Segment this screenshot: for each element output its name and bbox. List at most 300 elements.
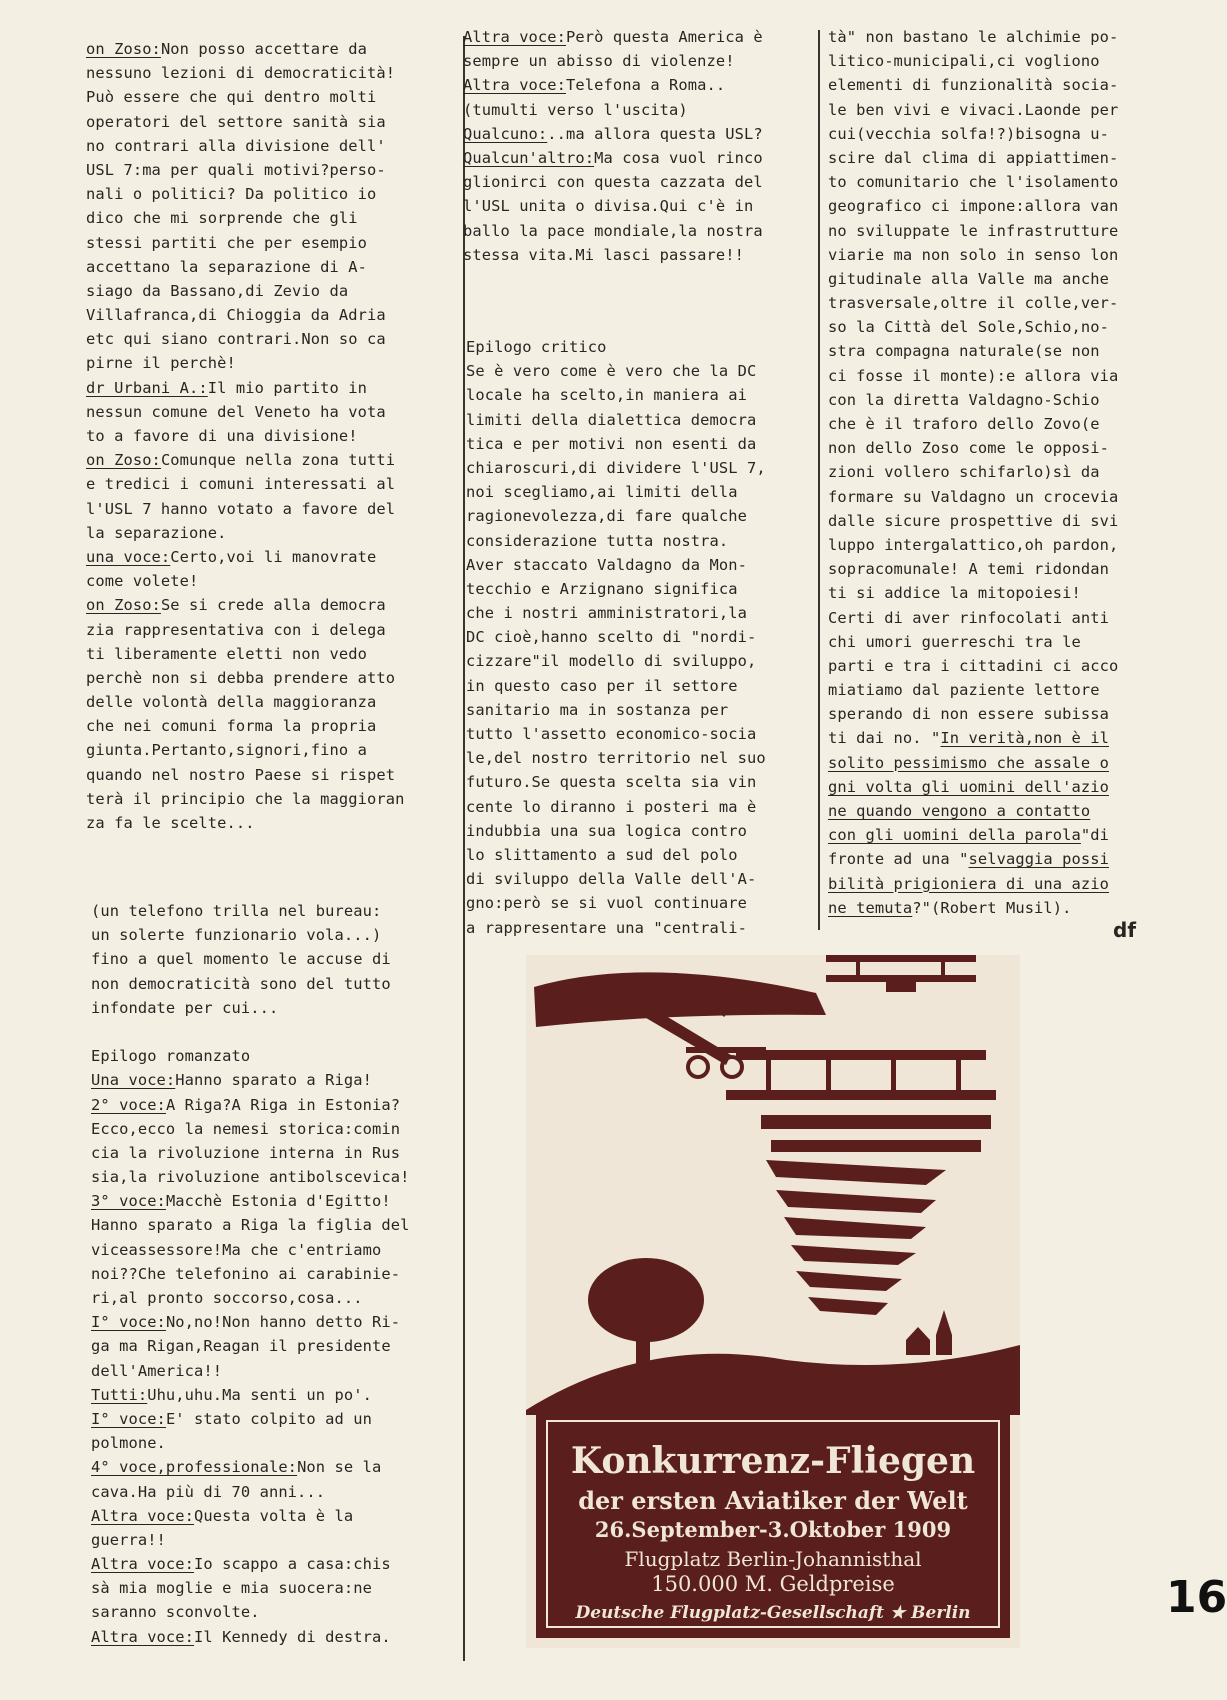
text-run: scire dal clima di appiattimen- bbox=[828, 148, 1119, 167]
text-line bbox=[91, 1189, 409, 1213]
column-1-dialogue bbox=[86, 37, 404, 835]
text-line bbox=[91, 1068, 409, 1092]
text-run: gno:però se si vuol continuare bbox=[466, 894, 747, 913]
text-run: futuro.Se questa scelta sia vin bbox=[466, 773, 757, 792]
text-run: ballo la pace mondiale,la nostra bbox=[463, 221, 763, 240]
text-line bbox=[86, 206, 404, 230]
text-line bbox=[828, 485, 1118, 509]
text-run: le ben vivi e vivaci.Laonde per bbox=[828, 100, 1119, 119]
text-line bbox=[86, 787, 404, 811]
text-line bbox=[828, 98, 1118, 122]
text-run: Certi di aver rinfocolati anti bbox=[828, 608, 1109, 627]
text-line bbox=[828, 339, 1118, 363]
speaker-or-quote: Tutti: bbox=[91, 1385, 148, 1404]
text-line bbox=[86, 85, 404, 109]
text-line bbox=[466, 529, 766, 553]
text-run: Uhu,uhu.Ma senti un po'. bbox=[147, 1385, 372, 1404]
speaker-or-quote: on Zoso: bbox=[86, 451, 161, 470]
text-line bbox=[828, 388, 1118, 412]
text-line bbox=[86, 521, 404, 545]
text-run: locale ha scelto,in maniera ai bbox=[466, 386, 747, 405]
text-run: sà mia moglie e mia suocera:ne bbox=[91, 1579, 372, 1598]
text-run: un solerte funzionario vola...) bbox=[91, 926, 382, 945]
text-run: gitudinale alla Valle ma anche bbox=[828, 269, 1109, 288]
speaker-or-quote: bilità prigioniera di una azio bbox=[828, 874, 1109, 893]
text-run: etc qui siano contrari.Non so ca bbox=[86, 330, 386, 349]
speaker-or-quote: dr Urbani A.: bbox=[86, 378, 208, 397]
text-run: Telefona a Roma.. bbox=[566, 76, 726, 95]
text-run: perchè non si debba prendere atto bbox=[86, 668, 396, 687]
text-line bbox=[91, 1625, 409, 1649]
speaker-or-quote: Qualcuno: bbox=[463, 124, 548, 143]
text-line bbox=[86, 255, 404, 279]
text-run: zioni vollero schifarlo)sì da bbox=[828, 463, 1100, 482]
text-line bbox=[91, 1600, 409, 1624]
text-line bbox=[828, 146, 1118, 170]
text-line bbox=[466, 891, 766, 915]
text-line bbox=[91, 899, 409, 923]
text-line bbox=[466, 577, 766, 601]
text-run: di sviluppo della Valle dell'A- bbox=[466, 870, 757, 889]
poster-title: Konkurrenz-Fliegen bbox=[570, 1440, 976, 1482]
text-line bbox=[463, 25, 763, 49]
text-line bbox=[463, 194, 763, 218]
text-run: A Riga?A Riga in Estonia? bbox=[165, 1095, 401, 1114]
text-run: cia la rivoluzione interna in Rus bbox=[91, 1143, 401, 1162]
text-line bbox=[91, 1238, 409, 1262]
page-number: 16 bbox=[1166, 1572, 1227, 1623]
text-run: glionirci con questa cazzata del bbox=[463, 173, 763, 192]
poster-illustration bbox=[526, 955, 1020, 1415]
text-run: ci fosse il monte):e allora via bbox=[828, 366, 1119, 385]
text-line bbox=[828, 25, 1118, 49]
text-line bbox=[828, 630, 1118, 654]
text-run: viarie ma non solo in senso lon bbox=[828, 245, 1119, 264]
text-run: saranno sconvolte. bbox=[91, 1603, 260, 1622]
text-line bbox=[86, 811, 404, 835]
text-run: polmone. bbox=[91, 1434, 166, 1453]
speaker-or-quote: Una voce: bbox=[91, 1071, 176, 1090]
text-line bbox=[466, 722, 766, 746]
speaker-or-quote: I° voce: bbox=[91, 1313, 166, 1332]
text-run: stra compagna naturale(se non bbox=[828, 342, 1100, 361]
text-run: non democraticità sono del tutto bbox=[91, 974, 391, 993]
text-line bbox=[91, 1262, 409, 1286]
text-run: ragionevolezza,di fare qualche bbox=[466, 507, 747, 526]
text-run: to a favore di una divisione! bbox=[86, 427, 358, 445]
text-line bbox=[466, 432, 766, 456]
column-3-text bbox=[828, 25, 1118, 920]
text-line bbox=[828, 170, 1118, 194]
text-run: nessun comune del Veneto ha vota bbox=[86, 402, 386, 421]
text-line bbox=[828, 654, 1118, 678]
text-run: che nei comuni forma la propria bbox=[86, 717, 377, 736]
text-run: quando nel nostro Paese si rispet bbox=[86, 765, 396, 784]
poster-title-panel bbox=[536, 1410, 1010, 1638]
text-line bbox=[91, 1431, 409, 1455]
text-line bbox=[828, 557, 1118, 581]
text-line bbox=[91, 1020, 409, 1044]
text-line bbox=[466, 383, 766, 407]
speaker-or-quote: una voce: bbox=[86, 547, 171, 566]
text-run: che è il traforo dello Zovo(e bbox=[828, 415, 1100, 433]
author-initials: df bbox=[1113, 918, 1137, 942]
text-run: Ecco,ecco la nemesi storica:comin bbox=[91, 1119, 401, 1138]
text-run: chi umori guerreschi tra le bbox=[828, 632, 1081, 651]
text-line bbox=[86, 351, 404, 375]
text-run: USL 7:ma per quali motivi?perso- bbox=[86, 160, 386, 179]
text-run: la separazione. bbox=[86, 523, 227, 542]
text-line bbox=[828, 436, 1118, 460]
text-run: siago da Bassano,di Zevio da bbox=[86, 281, 349, 300]
text-run: infondate per cui... bbox=[91, 998, 279, 1017]
text-run: l'USL 7 hanno votato a favore del bbox=[86, 499, 396, 518]
text-run: zia rappresentativa con i delega bbox=[86, 620, 386, 639]
text-line bbox=[466, 480, 766, 504]
text-line bbox=[466, 553, 766, 577]
text-run: Se è vero come è vero che la DC bbox=[466, 362, 757, 381]
text-run: limiti della dialettica democra bbox=[466, 410, 757, 429]
text-line bbox=[86, 303, 404, 327]
text-line bbox=[91, 1286, 409, 1310]
text-line bbox=[86, 714, 404, 738]
text-line bbox=[86, 327, 404, 351]
text-line bbox=[86, 666, 404, 690]
speaker-or-quote: solito pessimismo che assale o bbox=[828, 753, 1109, 772]
text-line bbox=[86, 61, 404, 85]
text-line bbox=[463, 73, 763, 97]
hill-shape bbox=[526, 1345, 1020, 1415]
text-line bbox=[466, 408, 766, 432]
text-line bbox=[463, 146, 763, 170]
text-run: ti si addice la mitopoiesi! bbox=[828, 584, 1081, 603]
poster-prize: 150.000 M. Geldpreise bbox=[651, 1572, 895, 1596]
text-run: fronte ad una " bbox=[828, 850, 969, 869]
text-line bbox=[91, 1455, 409, 1479]
text-line bbox=[86, 158, 404, 182]
text-run: sanitario ma in sostanza per bbox=[466, 700, 729, 719]
text-line bbox=[91, 996, 409, 1020]
text-run: ti dai no. " bbox=[828, 729, 941, 748]
text-line bbox=[86, 763, 404, 787]
text-run: tutto l'assetto economico-socia bbox=[466, 725, 757, 743]
text-run: fino a quel momento le accuse di bbox=[91, 950, 391, 969]
text-line bbox=[86, 497, 404, 521]
text-line bbox=[463, 98, 763, 122]
text-run: to comunitario che l'isolamento bbox=[828, 173, 1119, 192]
speaker-or-quote: 2° voce: bbox=[91, 1095, 166, 1114]
text-run: Io scappo a casa:chis bbox=[194, 1555, 391, 1574]
text-line bbox=[91, 1359, 409, 1383]
speaker-or-quote: con gli uomini della parola bbox=[828, 826, 1081, 845]
text-line bbox=[828, 315, 1118, 339]
text-line bbox=[466, 746, 766, 770]
text-line bbox=[828, 509, 1118, 533]
text-line bbox=[828, 219, 1118, 243]
text-line bbox=[86, 424, 404, 448]
text-line bbox=[828, 194, 1118, 218]
text-line bbox=[91, 1480, 409, 1504]
text-line bbox=[466, 795, 766, 819]
text-run: Comunque nella zona tutti bbox=[160, 451, 396, 470]
text-run: so la Città del Sole,Schio,no- bbox=[828, 318, 1109, 337]
text-line bbox=[466, 335, 766, 359]
text-run: Epilogo romanzato bbox=[91, 1047, 251, 1066]
text-run: non dello Zoso come le opposi- bbox=[828, 439, 1109, 458]
text-run: E' stato colpito ad un bbox=[165, 1409, 372, 1428]
text-line bbox=[91, 1334, 409, 1358]
text-run: nali o politici? Da politico io bbox=[86, 185, 377, 204]
text-run: lo slittamento a sud del polo bbox=[466, 845, 738, 864]
text-run: Non se la bbox=[297, 1458, 382, 1477]
aviation-poster bbox=[526, 955, 1020, 1648]
speaker-or-quote: Altra voce: bbox=[91, 1627, 195, 1646]
text-run: no contrari alla divisione dell' bbox=[86, 136, 386, 155]
text-line bbox=[91, 1093, 409, 1117]
text-line bbox=[466, 359, 766, 383]
text-line bbox=[91, 972, 409, 996]
text-line bbox=[91, 1576, 409, 1600]
text-line bbox=[466, 504, 766, 528]
text-line bbox=[86, 279, 404, 303]
text-run: Però questa America è bbox=[566, 28, 763, 46]
text-run: l'USL unita o divisa.Qui c'è in bbox=[463, 197, 754, 216]
text-run: ..ma allora questa USL? bbox=[547, 124, 763, 143]
text-run: tecchio e Arzignano significa bbox=[466, 579, 738, 598]
text-run: terà il principio che la maggioran bbox=[86, 789, 405, 808]
text-run: Aver staccato Valdagno da Mon- bbox=[466, 555, 747, 574]
speaker-or-quote: on Zoso: bbox=[86, 596, 161, 615]
text-line bbox=[463, 170, 763, 194]
speaker-or-quote: ne quando vengono a contatto bbox=[828, 802, 1091, 820]
text-run: cizzare"il modello di sviluppo, bbox=[466, 652, 757, 671]
text-run: DC cioè,hanno scelto di "nordi- bbox=[466, 628, 757, 647]
column-2-epilogue-critico bbox=[466, 335, 766, 940]
column-2-dialogue bbox=[463, 25, 763, 267]
text-run: che i nostri amministratori,la bbox=[466, 604, 747, 623]
text-run: tà" non bastano le alchimie po- bbox=[828, 28, 1119, 46]
text-run: Hanno sparato a Riga la figlia del bbox=[91, 1216, 410, 1235]
text-line bbox=[828, 581, 1118, 605]
text-line bbox=[91, 1044, 409, 1068]
text-line bbox=[828, 412, 1118, 436]
text-run: accettano la separazione di A- bbox=[86, 257, 367, 276]
text-run: sperando di non essere subissa bbox=[828, 705, 1109, 724]
speaker-or-quote: In verità,non è il bbox=[940, 729, 1109, 748]
text-run: tica e per motivi non esenti da bbox=[466, 434, 757, 453]
text-line bbox=[828, 73, 1118, 97]
text-run: noi scegliamo,ai limiti della bbox=[466, 483, 738, 502]
biplane-large bbox=[736, 1050, 986, 1060]
text-line bbox=[466, 601, 766, 625]
text-line bbox=[466, 843, 766, 867]
biplane-small bbox=[826, 955, 976, 962]
text-line bbox=[466, 625, 766, 649]
text-run: parti e tra i cittadini ci acco bbox=[828, 656, 1119, 675]
text-line bbox=[86, 182, 404, 206]
text-run: miatiamo dal paziente lettore bbox=[828, 681, 1100, 700]
column-divider-1 bbox=[463, 36, 465, 1661]
text-run: viceassessore!Ma che c'entriamo bbox=[91, 1240, 382, 1259]
text-run: considerazione tutta nostra. bbox=[466, 531, 729, 550]
text-line bbox=[828, 606, 1118, 630]
text-line bbox=[828, 751, 1118, 775]
text-run: le,del nostro territorio nel suo bbox=[466, 749, 766, 768]
text-run: (tumulti verso l'uscita) bbox=[463, 100, 688, 119]
poster-subtitle: der ersten Aviatiker der Welt bbox=[578, 1486, 968, 1515]
text-line bbox=[828, 122, 1118, 146]
text-line bbox=[828, 460, 1118, 484]
text-run: formare su Valdagno un crocevia bbox=[828, 487, 1119, 506]
text-line bbox=[466, 456, 766, 480]
speaker-or-quote: Altra voce: bbox=[91, 1555, 195, 1574]
speaker-or-quote: Qualcun'altro: bbox=[463, 148, 595, 167]
text-run: con la diretta Valdagno-Schio bbox=[828, 390, 1100, 409]
text-run: Il Kennedy di destra. bbox=[194, 1627, 391, 1646]
text-line bbox=[466, 819, 766, 843]
text-run: guerra!! bbox=[91, 1530, 166, 1549]
speaker-or-quote: Altra voce: bbox=[463, 28, 567, 46]
text-line bbox=[91, 1552, 409, 1576]
text-line bbox=[828, 678, 1118, 702]
speaker-or-quote: 4° voce,professionale: bbox=[91, 1458, 298, 1477]
text-run: chiaroscuri,di dividere l'USL 7, bbox=[466, 458, 766, 477]
text-line bbox=[86, 448, 404, 472]
speaker-or-quote: ne temuta bbox=[828, 898, 913, 917]
text-run: Epilogo critico bbox=[466, 338, 607, 356]
text-run: Ma cosa vuol rinco bbox=[594, 148, 763, 167]
text-run: (un telefono trilla nel bureau: bbox=[91, 902, 382, 920]
text-run: in questo caso per il settore bbox=[466, 676, 738, 695]
speaker-or-quote: 3° voce: bbox=[91, 1192, 166, 1211]
text-line bbox=[86, 376, 404, 400]
text-line bbox=[91, 1528, 409, 1552]
speaker-or-quote: Altra voce: bbox=[463, 76, 567, 95]
text-line bbox=[91, 1165, 409, 1189]
text-run: Può essere che qui dentro molti bbox=[86, 88, 377, 107]
text-line bbox=[828, 702, 1118, 726]
text-run: sopracomunale! A temi ridondan bbox=[828, 560, 1109, 579]
text-run: cente lo diranno i posteri ma è bbox=[466, 797, 757, 816]
text-run: cava.Ha più di 70 anni... bbox=[91, 1482, 326, 1501]
text-line bbox=[91, 923, 409, 947]
text-run: nessuno lezioni di democraticità! bbox=[86, 64, 396, 83]
text-line bbox=[86, 738, 404, 762]
text-run: pirne il perchè! bbox=[86, 354, 236, 373]
speaker-or-quote: Altra voce: bbox=[91, 1506, 195, 1525]
text-line bbox=[86, 593, 404, 617]
text-line bbox=[91, 1117, 409, 1141]
text-line bbox=[828, 49, 1118, 73]
text-line bbox=[86, 134, 404, 158]
text-line bbox=[828, 896, 1118, 920]
text-run: no sviluppate le infrastrutture bbox=[828, 221, 1119, 240]
text-run: Non posso accettare da bbox=[160, 40, 367, 58]
speaker-or-quote: gni volta gli uomini dell'azio bbox=[828, 777, 1109, 796]
text-line bbox=[828, 726, 1118, 750]
poster-dates: 26.September-3.Oktober 1909 bbox=[594, 1517, 952, 1542]
text-run: indubbia una sua logica contro bbox=[466, 821, 747, 840]
text-line bbox=[466, 698, 766, 722]
text-line bbox=[828, 847, 1118, 871]
village-shape bbox=[906, 1310, 952, 1355]
text-run: giunta.Pertanto,signori,fino a bbox=[86, 741, 367, 760]
text-run: "di bbox=[1080, 826, 1109, 845]
text-line bbox=[828, 267, 1118, 291]
text-line bbox=[463, 122, 763, 146]
text-run: dalle sicure prospettive di svi bbox=[828, 511, 1119, 530]
text-line bbox=[828, 775, 1118, 799]
text-line bbox=[86, 37, 404, 61]
text-line bbox=[91, 1310, 409, 1334]
text-line bbox=[86, 545, 404, 569]
text-run: e tredici i comuni interessati al bbox=[86, 475, 396, 494]
monoplane-wing bbox=[534, 972, 826, 1027]
text-line bbox=[466, 916, 766, 940]
poster-location: Flugplatz Berlin-Johannisthal bbox=[624, 1547, 922, 1571]
text-line bbox=[86, 569, 404, 593]
text-run: litico-municipali,ci vogliono bbox=[828, 52, 1100, 71]
text-run: Hanno sparato a Riga! bbox=[175, 1071, 372, 1090]
text-line bbox=[466, 867, 766, 891]
text-run: dico che mi sorprende che gli bbox=[86, 209, 358, 228]
text-line bbox=[828, 872, 1118, 896]
text-run: sia,la rivoluzione antibolscevica! bbox=[91, 1168, 410, 1187]
text-run: za fa le scelte... bbox=[86, 814, 255, 832]
text-line bbox=[91, 1407, 409, 1431]
text-line bbox=[828, 799, 1118, 823]
text-line bbox=[86, 400, 404, 424]
speaker-or-quote: I° voce: bbox=[91, 1409, 166, 1428]
text-run: noi??Che telefonino ai carabinie- bbox=[91, 1264, 401, 1283]
text-line bbox=[91, 947, 409, 971]
text-run: sempre un abisso di violenze! bbox=[463, 52, 735, 71]
text-run: ?"(Robert Musil). bbox=[912, 898, 1072, 917]
text-run: luppo intergalattico,oh pardon, bbox=[828, 535, 1119, 554]
text-line bbox=[466, 674, 766, 698]
speaker-or-quote: selvaggia possi bbox=[968, 850, 1109, 869]
text-run: Il mio partito in bbox=[207, 378, 367, 397]
text-run: a rappresentare una "centrali- bbox=[466, 918, 747, 937]
text-run: No,no!Non hanno detto Ri- bbox=[165, 1313, 401, 1332]
text-line bbox=[466, 649, 766, 673]
text-line bbox=[91, 1504, 409, 1528]
text-run: Villafranca,di Chioggia da Adria bbox=[86, 306, 386, 325]
text-run: stessa vita.Mi lasci passare!! bbox=[463, 245, 744, 264]
text-line bbox=[86, 231, 404, 255]
text-line bbox=[86, 110, 404, 134]
text-run: cui(vecchia solfa!?)bisogna u- bbox=[828, 124, 1109, 143]
text-line bbox=[828, 243, 1118, 267]
text-line bbox=[463, 219, 763, 243]
text-run: geografico ci impone:allora van bbox=[828, 197, 1119, 216]
text-run: Macchè Estonia d'Egitto! bbox=[165, 1192, 391, 1211]
text-run: ga ma Rigan,Reagan il presidente bbox=[91, 1337, 391, 1356]
text-line bbox=[91, 1141, 409, 1165]
text-line bbox=[86, 690, 404, 714]
speaker-or-quote: on Zoso: bbox=[86, 40, 161, 58]
text-run: Questa volta è la bbox=[194, 1506, 354, 1525]
text-run: ri,al pronto soccorso,cosa... bbox=[91, 1289, 363, 1307]
text-run: Se si crede alla democra bbox=[160, 596, 386, 615]
text-run: elementi di funzionalità socia- bbox=[828, 76, 1119, 95]
text-line bbox=[86, 642, 404, 666]
text-run: ti liberamente eletti non vedo bbox=[86, 644, 367, 663]
text-run: delle volontà della maggioranza bbox=[86, 693, 377, 712]
text-run: come volete! bbox=[86, 572, 199, 591]
text-line bbox=[86, 618, 404, 642]
text-line bbox=[828, 291, 1118, 315]
